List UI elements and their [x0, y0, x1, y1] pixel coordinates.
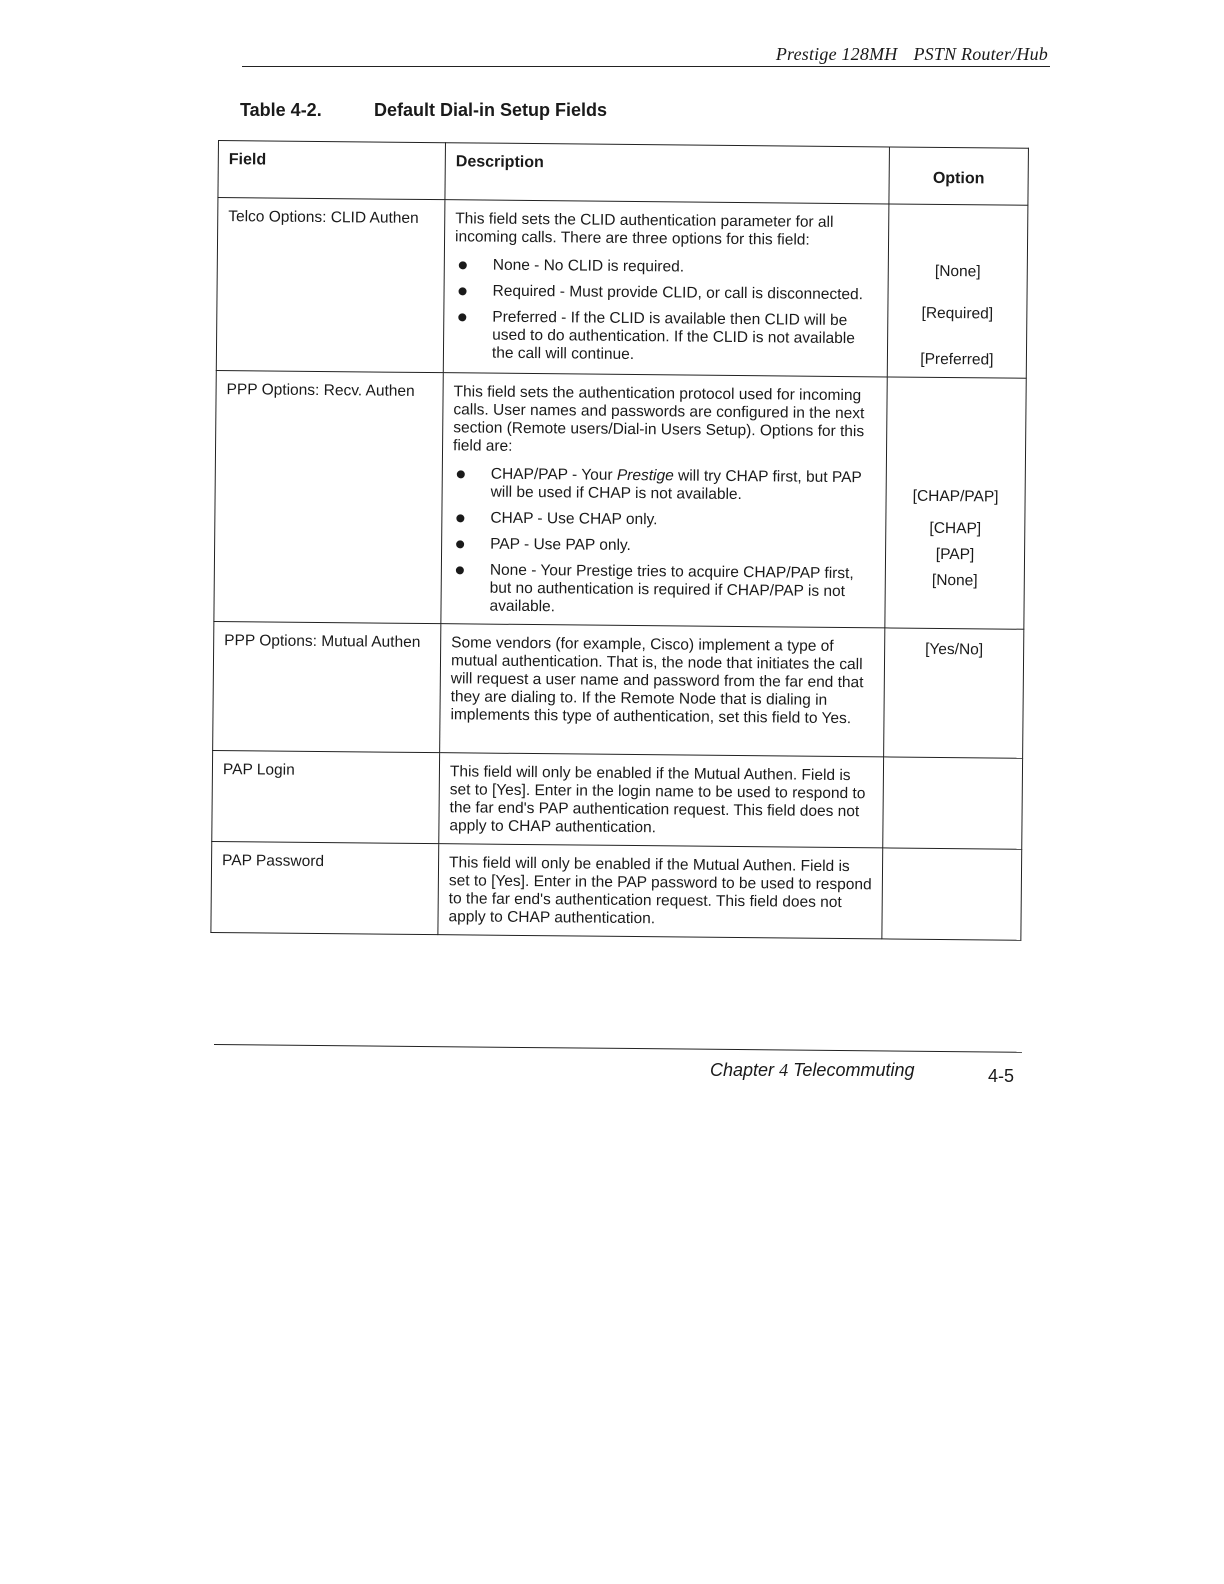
- option-bullet-list: [454, 256, 878, 366]
- option-cell: [885, 377, 1026, 629]
- column-header-field: Field: [218, 141, 446, 200]
- bullet-icon: [457, 470, 465, 478]
- option-value: [Preferred]: [920, 350, 994, 369]
- description-cell: [439, 753, 884, 848]
- description-cell: [438, 844, 883, 939]
- list-item: [452, 535, 875, 557]
- dial-in-setup-table: [210, 140, 1029, 941]
- description-cell: [441, 373, 887, 628]
- table-row: [216, 198, 1028, 379]
- option-value: [CHAP/PAP]: [912, 487, 999, 506]
- bullet-icon: [456, 540, 464, 548]
- list-item: [451, 561, 874, 619]
- list-item: [455, 256, 878, 278]
- footer-chapter-number: 4: [779, 1060, 789, 1080]
- table-caption: [240, 100, 607, 121]
- list-item: [452, 509, 875, 531]
- bullet-icon: [456, 566, 464, 574]
- field-cell: PPP Options: Recv. Authen: [214, 370, 443, 623]
- option-cell: [882, 848, 1022, 940]
- option-values: [898, 263, 1017, 370]
- description-cell: [440, 624, 885, 757]
- list-item: [454, 282, 877, 304]
- option-value: [CHAP]: [929, 519, 982, 538]
- bullet-text: None - No CLID is required.: [492, 256, 685, 276]
- field-cell: PAP Login: [212, 750, 440, 843]
- description-text: Some vendors (for example, Cisco) implement a type of mutual authentication. That is, the node that initiates the call will request a user name and password from the far end that they are dialing to. If the Remote Node that is dialing in implements this type of authentication, set this field to Yes.: [450, 634, 864, 728]
- description-text: This field sets the authentication protocol used for incoming calls. User names and passwords are configured in the next section (Remote users/Dial-in Users Setup). Options for this field are:: [452, 383, 865, 455]
- bullet-icon: [459, 261, 467, 269]
- header-subtitle: PSTN Router/Hub: [913, 44, 1048, 64]
- option-value: [Required]: [921, 304, 994, 323]
- option-value: [PAP]: [935, 545, 975, 564]
- option-value: [None]: [934, 262, 981, 281]
- option-cell: [887, 204, 1028, 378]
- option-value: [Yes/No]: [925, 640, 984, 659]
- description-text: This field will only be enabled if the Mutual Authen. Field is set to [Yes]. Enter in the PAP password to be used to respond to the far end's authentication request. This field does not apply to CHAP authentication.: [448, 854, 872, 928]
- page-number: 4-5: [988, 1066, 1015, 1086]
- option-value: [None]: [931, 571, 978, 590]
- list-item: [453, 465, 876, 505]
- option-cell: [884, 628, 1024, 758]
- field-cell: PAP Password: [211, 841, 439, 934]
- column-header-option: Option: [889, 147, 1029, 205]
- field-cell: Telco Options: CLID Authen: [216, 198, 445, 373]
- bullet-text: will try CHAP first, but PAP will be used if CHAP is not available.: [490, 467, 862, 504]
- list-item: [454, 308, 877, 366]
- column-header-description: Description: [445, 143, 890, 204]
- table-row: [212, 750, 1023, 849]
- description-text: This field sets the CLID authentication parameter for all incoming calls. There are three options for this field:: [455, 210, 834, 249]
- table-number: Table 4-2.: [240, 100, 322, 120]
- bullet-icon: [456, 514, 464, 522]
- option-values: [896, 488, 1015, 591]
- description-cell: [443, 200, 889, 377]
- bullet-text: Preferred - If the CLID is available then CLID will be used to do authentication. If the CLID is not available the call will continue.: [491, 308, 855, 364]
- bullet-text: CHAP - Use CHAP only.: [490, 509, 658, 529]
- option-cell: [883, 757, 1023, 849]
- field-cell: PPP Options: Mutual Authen: [213, 621, 441, 752]
- footer-chapter-word: Chapter: [710, 1060, 775, 1080]
- bullet-icon: [458, 313, 466, 321]
- table-row: [214, 370, 1026, 629]
- bullet-text: CHAP/PAP - Your: [490, 465, 617, 484]
- description-text: This field will only be enabled if the Mutual Authen. Field is set to [Yes]. Enter in the login name to be used to respond to the far end's PAP authentication request. This field does not apply to CHAP authentication.: [449, 763, 866, 837]
- bullet-text: Required - Must provide CLID, or call is disconnected.: [492, 282, 864, 304]
- table-row: [211, 841, 1022, 940]
- footer-chapter: [710, 1060, 914, 1081]
- bullet-icon: [459, 287, 467, 295]
- footer-rule: [214, 1044, 1022, 1053]
- header-product: Prestige 128MH: [775, 44, 898, 64]
- table-title: Default Dial-in Setup Fields: [374, 100, 608, 120]
- bullet-text: None - Your Prestige tries to acquire CHAP/PAP first, but no authentication is required if CHAP/PAP is not available.: [489, 561, 854, 616]
- running-header: [776, 44, 1048, 65]
- table-row: [213, 621, 1024, 758]
- option-bullet-list: [451, 465, 875, 619]
- brand-name: Prestige: [616, 466, 674, 485]
- bullet-text: PAP - Use PAP only.: [490, 535, 631, 554]
- table-header-row: [218, 141, 1029, 206]
- header-rule: [242, 66, 1050, 67]
- footer-chapter-title: Telecommuting: [793, 1060, 915, 1080]
